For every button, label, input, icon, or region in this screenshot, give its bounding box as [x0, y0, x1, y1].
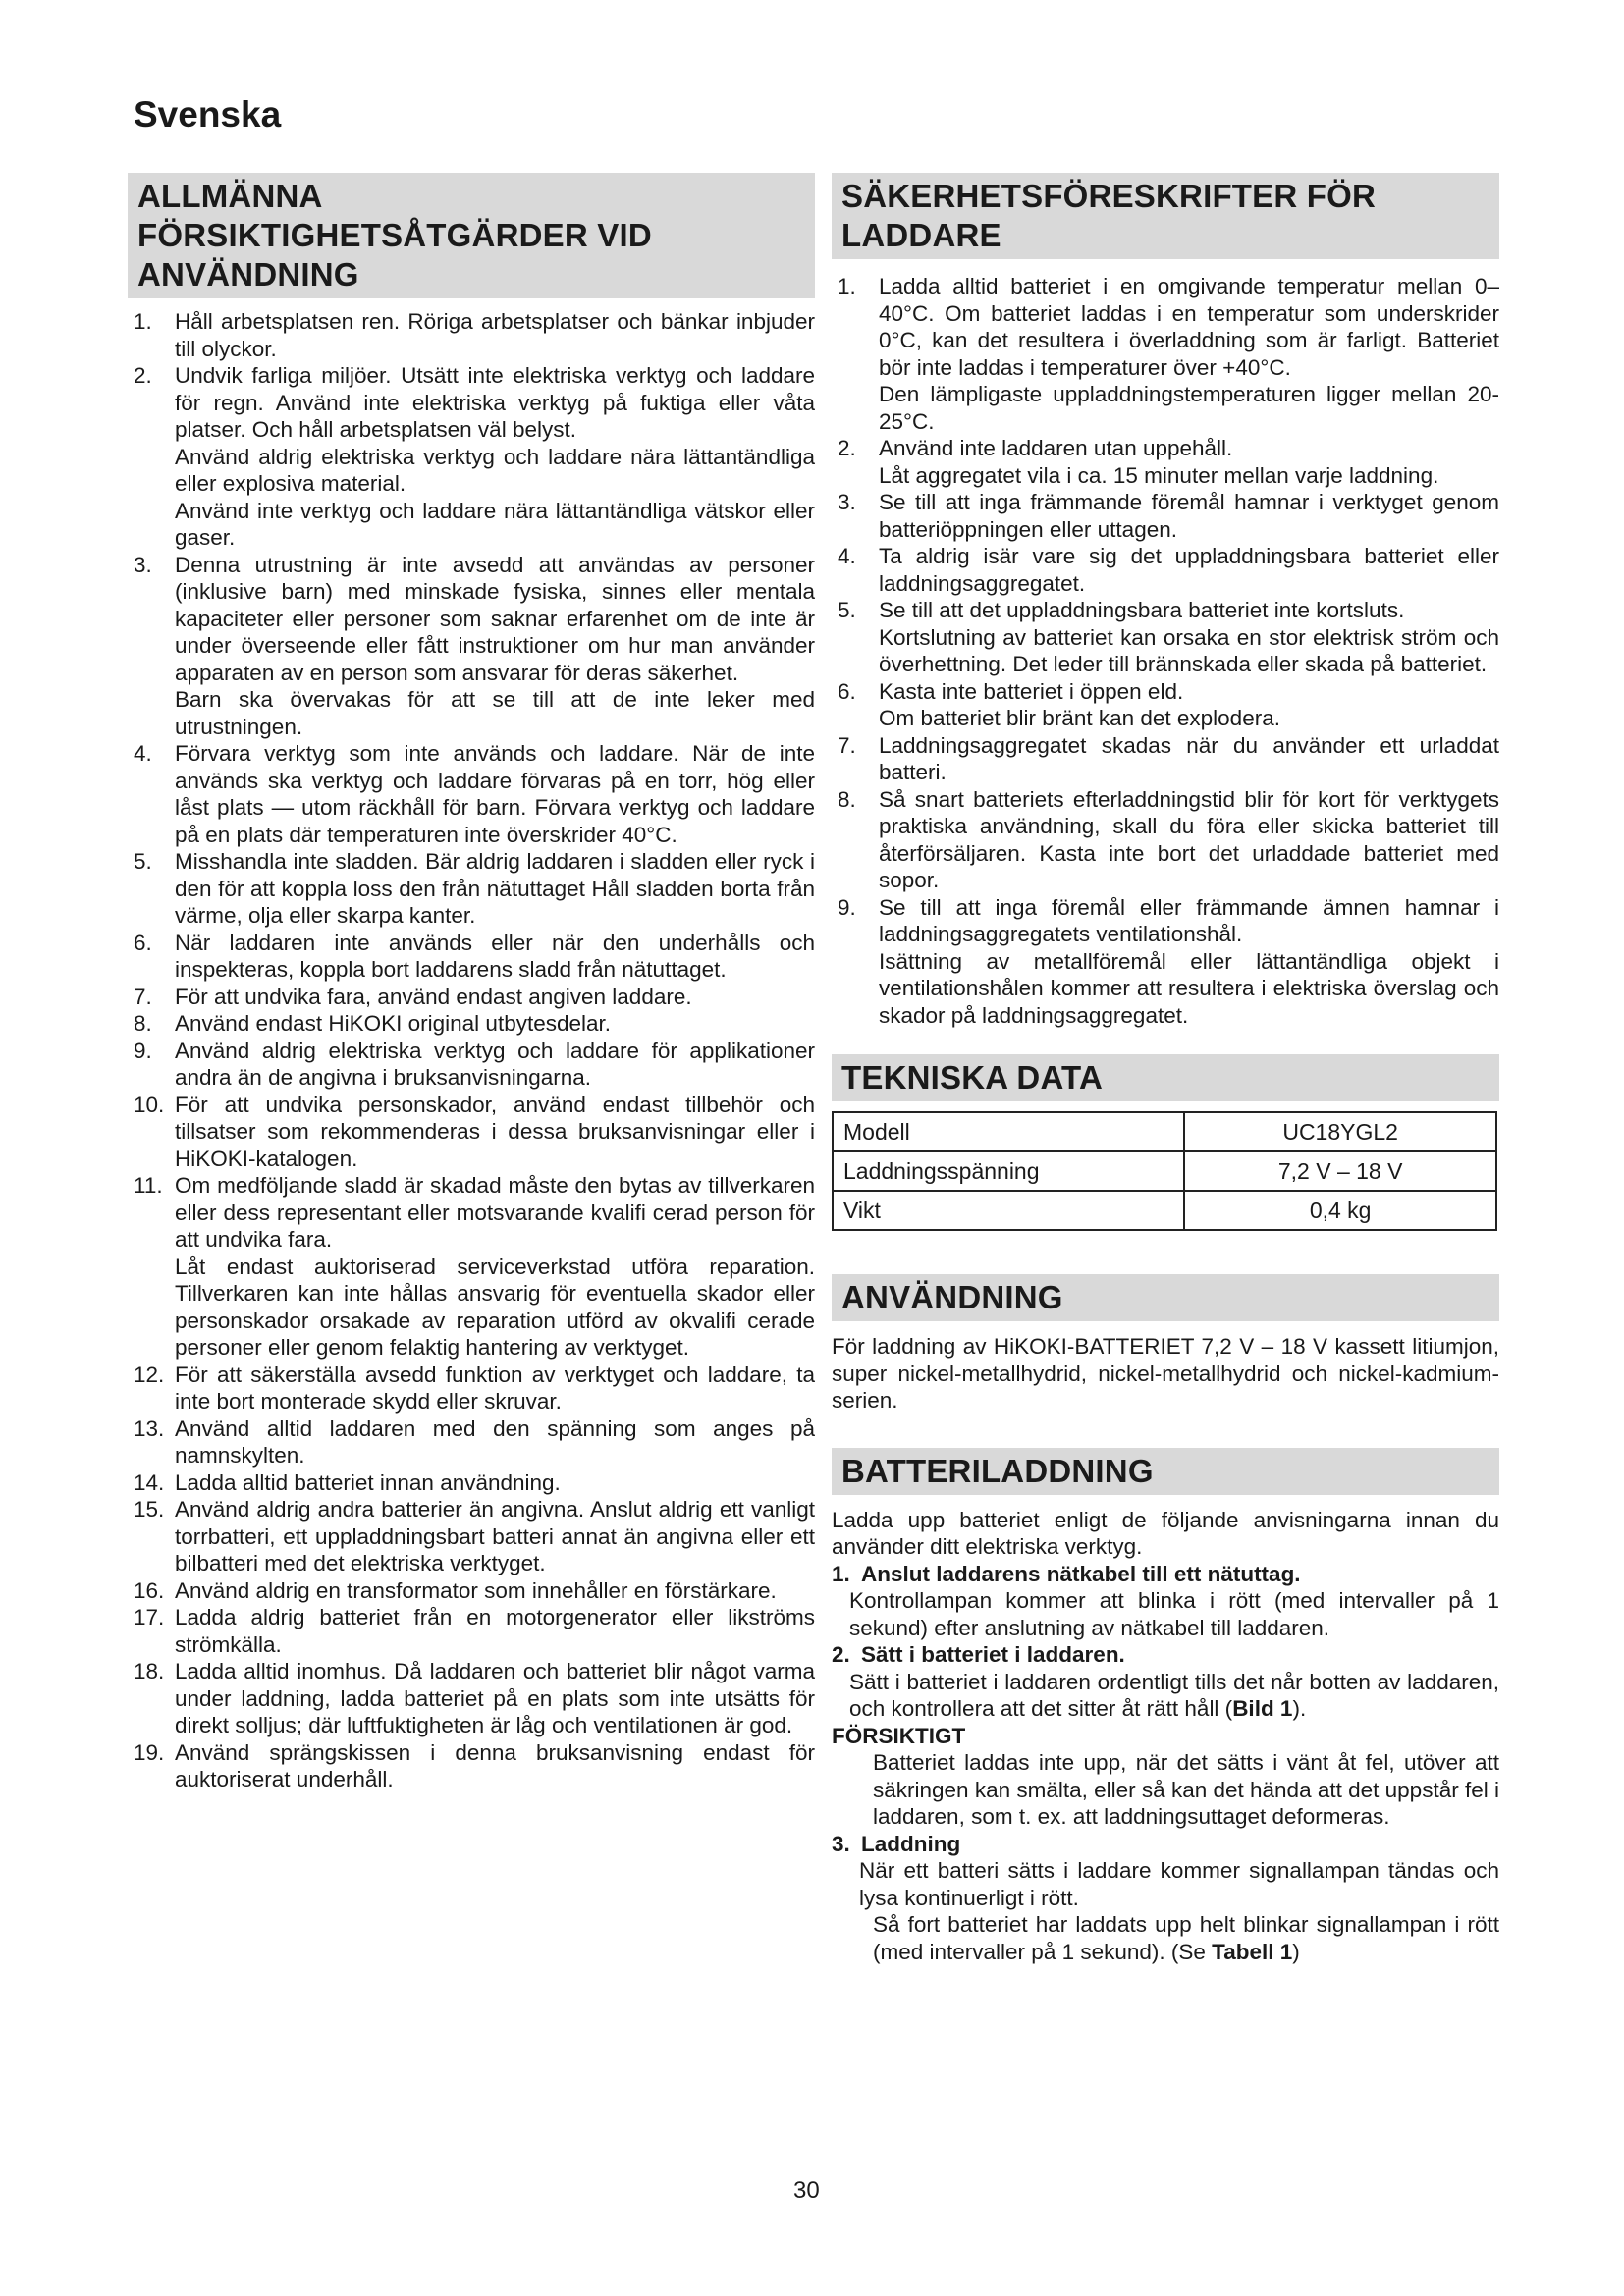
item-text: Använd aldrig en transformator som innehåller en förstärkare.	[175, 1577, 777, 1603]
item-number: 4.	[134, 741, 152, 766]
list-item	[128, 1172, 815, 1362]
heading-line: ANVÄNDNING	[137, 256, 359, 293]
item-text: Laddningsaggregatet skadas när du använder ett urladdat batteri.	[879, 732, 1499, 784]
list-item	[128, 848, 815, 930]
item-note: Om batteriet blir bränt kan det explodera.	[879, 706, 1280, 730]
list-item	[128, 362, 815, 552]
step-2-end: ).	[1292, 1696, 1307, 1721]
item-note: Barn ska övervakas för att se till att de inte leker med utrustningen.	[175, 687, 815, 739]
item-number: 11.	[134, 1173, 163, 1198]
item-text: Se till att det uppladdningsbara batteriet inte kortsluts.	[879, 598, 1405, 622]
step-3-text: När ett batteri sätts i laddare kommer signallampan tändas och lysa kontinuerligt i rött.	[859, 1858, 1499, 1910]
item-number: 14.	[134, 1469, 165, 1495]
item-text: Se till att inga föremål eller främmande ämnen hamnar i laddningsaggregatets ventilationshål.	[879, 894, 1499, 946]
item-note: Låt endast auktoriserad serviceverkstad utföra reparation. Tillverkaren kan inte hållas ansvarig för eventuella skador eller personskador orsakade av reparation utförd av okvalifi cerade personer eller genom felaktig hantering av verktyget.	[175, 1254, 815, 1360]
item-number: 3.	[838, 490, 856, 514]
list-item	[832, 435, 1499, 489]
table-row	[833, 1112, 1496, 1151]
item-text: Se till att inga främmande föremål hamnar i verktyget genom batteriöppningen eller uttagen.	[879, 490, 1499, 542]
item-number: 10.	[134, 1092, 165, 1117]
list-item	[128, 1092, 815, 1173]
general-precautions-heading	[128, 173, 815, 298]
item-number: 2.	[838, 436, 856, 460]
list-item	[128, 1496, 815, 1577]
spec-label: Modell	[833, 1112, 1184, 1151]
item-number: 9.	[134, 1038, 152, 1063]
caution-title: FÖRSIKTIGT	[832, 1723, 966, 1748]
list-item	[128, 1038, 815, 1092]
tech-data-table	[832, 1111, 1497, 1231]
item-number: 4.	[838, 544, 856, 568]
spec-value: UC18YGL2	[1184, 1112, 1496, 1151]
step-number: 1.	[832, 1561, 850, 1586]
item-text: Använd aldrig andra batterier än angivna. Anslut aldrig ett vanligt torrbatteri, ett uppladdningsbart batteri annat än angivna eller ett bilbatteri med det elektriska verktyget.	[175, 1497, 815, 1575]
item-text: Förvara verktyg som inte används och laddare. När de inte används ska verktyg och laddare förvaras på en torr, hög eller låst plats — utom räckhåll för barn. Förvara verktyg och laddare på en plats där temperaturen inte överskrider 40°C.	[175, 741, 815, 847]
tech-data-heading: TEKNISKA DATA	[832, 1054, 1499, 1101]
list-item	[128, 308, 815, 362]
step-1-text: Kontrollampan kommer att blinka i rött (med intervaller på 1 sekund) efter anslutning av nätkabel till laddaren.	[849, 1588, 1499, 1640]
item-number: 2.	[134, 363, 152, 388]
list-item	[128, 1415, 815, 1469]
item-text: För att undvika personskador, använd endast tillbehör och tillsatser som rekommenderas i dessa bruksanvisningar eller i HiKOKI-katalogen.	[175, 1092, 815, 1171]
list-item	[128, 1577, 815, 1605]
item-text: Misshandla inte sladden. Bär aldrig laddaren i sladden eller ryck i den för att koppla loss den från nätuttaget Håll sladden borta från värme, olja eller skarpa kanter.	[175, 849, 815, 928]
step-title: Laddning	[861, 1831, 961, 1856]
item-text: För att säkerställa avsedd funktion av verktyget och laddare, ta inte bort monterade skydd eller skruvar.	[175, 1362, 815, 1414]
spec-label: Laddningsspänning	[833, 1151, 1184, 1191]
item-number: 8.	[134, 1011, 152, 1036]
charger-safety-list	[832, 273, 1499, 1029]
item-number: 6.	[838, 678, 856, 704]
spec-value: 0,4 kg	[1184, 1191, 1496, 1230]
item-number: 1.	[838, 274, 856, 298]
item-number: 8.	[838, 786, 856, 812]
item-number: 7.	[134, 984, 152, 1009]
item-text: Använd inte laddaren utan uppehåll.	[879, 436, 1233, 460]
item-text: Undvik farliga miljöer. Utsätt inte elektriska verktyg och laddare för regn. Använd inte elektriska verktyg på fuktiga eller våta platser. Och håll arbetsplatsen väl belyst.	[175, 363, 815, 442]
item-text: Ladda alltid batteriet i en omgivande temperatur mellan 0–40°C. Om batteriet laddas i en temperatur som underskrider 0°C, kan det resultera i överladdning som är farligt. Batteriet bör inte laddas i temperaturer över +40°C.	[879, 274, 1499, 380]
item-number: 15.	[134, 1497, 165, 1522]
step-title: Sätt i batteriet i laddaren.	[861, 1642, 1125, 1667]
charging-step-1	[832, 1561, 1499, 1588]
item-note: Låt aggregatet vila i ca. 15 minuter mellan varje laddning.	[879, 462, 1439, 488]
language-label: Svenska	[134, 94, 282, 134]
item-number: 18.	[134, 1659, 165, 1683]
charger-safety-heading	[832, 173, 1499, 259]
item-text: Håll arbetsplatsen ren. Röriga arbetsplatser och bänkar inbjuder till olyckor.	[175, 309, 815, 361]
list-item	[128, 984, 815, 1011]
right-column	[832, 173, 1499, 1965]
step-3-end: )	[1292, 1939, 1300, 1964]
step-3-body: Så fort batteriet har laddats upp helt blinkar signallampan i rött (med intervaller på 1 sekund). (Se	[873, 1912, 1499, 1964]
figure-reference: Bild 1	[1232, 1696, 1293, 1721]
item-text: Använd sprängskissen i denna bruksanvisning endast för auktoriserat underhåll.	[175, 1739, 815, 1791]
list-item	[128, 1362, 815, 1415]
list-item	[128, 1604, 815, 1658]
item-text: Denna utrustning är inte avsedd att användas av personer (inklusive barn) med minskade fysiska, sinnes eller mentala kapaciteter eller personer som saknar erfarenhet om de inte är under överseende eller fått instruktioner om hur man använder apparaten av en person som ansvarar för deras säkerhet.	[175, 552, 815, 685]
charging-intro: Ladda upp batteriet enligt de följande anvisningarna innan du använder ditt elektriska verktyg.	[832, 1507, 1499, 1559]
item-text: Så snart batteriets efterladdningstid blir för kort för verktygets praktiska användning, skall du föra eller skicka batteriet till återförsäljaren. Kasta inte bort det urladdade batteriet med sopor.	[879, 786, 1499, 892]
item-number: 1.	[134, 309, 152, 334]
item-text: Ta aldrig isär vare sig det uppladdningsbara batteriet eller laddningsaggregatet.	[879, 544, 1499, 596]
left-column	[128, 173, 815, 1793]
item-text: När laddaren inte används eller när den underhålls och inspekteras, koppla bort laddarens sladd från nätuttaget.	[175, 930, 815, 982]
page-number: 30	[793, 2177, 820, 2204]
step-2-text	[832, 1669, 1499, 1723]
list-item	[832, 543, 1499, 597]
list-item	[832, 894, 1499, 1030]
spec-value: 7,2 V – 18 V	[1184, 1151, 1496, 1191]
item-text: Ladda aldrig batteriet från en motorgenerator eller likströms strömkälla.	[175, 1605, 815, 1657]
battery-charging-heading: BATTERILADDNING	[832, 1448, 1499, 1495]
item-number: 19.	[134, 1739, 165, 1765]
item-number: 5.	[134, 849, 152, 874]
item-text: Använd alltid laddaren med den spänning som anges på namnskylten.	[175, 1415, 815, 1468]
item-number: 13.	[134, 1415, 165, 1441]
list-item	[128, 740, 815, 848]
step-title: Anslut laddarens nätkabel till ett nätuttag.	[861, 1561, 1301, 1586]
list-item	[832, 732, 1499, 786]
item-text: Om medföljande sladd är skadad måste den bytas av tillverkaren eller dess representant eller motsvarande kvalifi cerad person för att undvika fara.	[175, 1173, 815, 1252]
table-row	[833, 1151, 1496, 1191]
usage-text: För laddning av HiKOKI-BATTERIET 7,2 V – 18 V kassett litiumjon, super nickel-metallhydrid, nickel-metallhydrid och nickel-kadmium-serien.	[832, 1334, 1499, 1413]
step-3-text-2	[832, 1911, 1499, 1965]
item-text: Använd endast HiKOKI original utbytesdelar.	[175, 1011, 612, 1036]
charging-step-2	[832, 1641, 1499, 1669]
item-number: 12.	[134, 1362, 165, 1387]
item-note: Kortslutning av batteriet kan orsaka en stor elektrisk ström och överhettning. Det leder till brännskada eller skada på batteriet.	[879, 624, 1499, 676]
item-text: Ladda alltid batteriet innan användning.	[175, 1469, 561, 1495]
list-item	[128, 552, 815, 741]
item-number: 16.	[134, 1577, 165, 1603]
item-number: 5.	[838, 598, 856, 622]
table-reference: Tabell 1	[1212, 1939, 1293, 1964]
list-item	[128, 930, 815, 984]
usage-heading: ANVÄNDNING	[832, 1274, 1499, 1321]
item-number: 7.	[838, 732, 856, 758]
step-number: 2.	[832, 1642, 850, 1667]
item-text: För att undvika fara, använd endast angiven laddare.	[175, 984, 692, 1009]
list-item	[832, 489, 1499, 543]
heading-line: FÖRSIKTIGHETSÅTGÄRDER VID	[137, 217, 652, 253]
item-number: 17.	[134, 1605, 165, 1629]
item-text: Ladda alltid inomhus. Då laddaren och batteriet blir något varma under laddning, ladda batteriet på en plats som inte utsätts för direkt solljus; där luftfuktigheten är låg och ventilationen är god.	[175, 1659, 815, 1737]
list-item	[128, 1469, 815, 1497]
item-number: 3.	[134, 552, 152, 577]
heading-line: ALLMÄNNA	[137, 178, 323, 214]
heading-line: LADDARE	[841, 217, 1001, 253]
heading-line: SÄKERHETSFÖRESKRIFTER FÖR	[841, 178, 1377, 214]
list-item	[128, 1658, 815, 1739]
caution-text: Batteriet laddas inte upp, när det sätts i vänt åt fel, utöver att säkringen kan smälta, eller så kan det hända att det uppstår fel i laddaren, som t. ex. att laddningsuttaget deformeras.	[873, 1750, 1499, 1829]
item-text: Kasta inte batteriet i öppen eld.	[879, 678, 1184, 704]
item-number: 6.	[134, 930, 152, 955]
list-item	[832, 597, 1499, 678]
list-item	[128, 1739, 815, 1793]
charging-step-3	[832, 1831, 1499, 1858]
list-item	[832, 678, 1499, 732]
item-note: Den lämpligaste uppladdningstemperaturen ligger mellan 20-25°C.	[879, 382, 1499, 434]
item-note: Använd aldrig elektriska verktyg och laddare nära lättantändliga eller explosiva material.	[175, 444, 815, 496]
item-note: Isättning av metallföremål eller lättantändliga objekt i ventilationshålen kommer att resultera i elektriska överslag och skador på laddningsaggregatet.	[879, 948, 1499, 1028]
table-row	[833, 1191, 1496, 1230]
list-item	[832, 273, 1499, 435]
item-number: 9.	[838, 894, 856, 920]
step-2-body: Sätt i batteriet i laddaren ordentligt tills det når botten av laddaren, och kontrollera att det sitter åt rätt håll (	[849, 1669, 1499, 1721]
general-precautions-list	[128, 308, 815, 1793]
list-item	[832, 786, 1499, 894]
item-note: Använd inte verktyg och laddare nära lättantändliga vätskor eller gaser.	[175, 498, 815, 550]
spec-label: Vikt	[833, 1191, 1184, 1230]
item-text: Använd aldrig elektriska verktyg och laddare för applikationer andra än de angivna i bruksanvisningarna.	[175, 1038, 815, 1090]
list-item	[128, 1010, 815, 1038]
step-number: 3.	[832, 1831, 850, 1856]
